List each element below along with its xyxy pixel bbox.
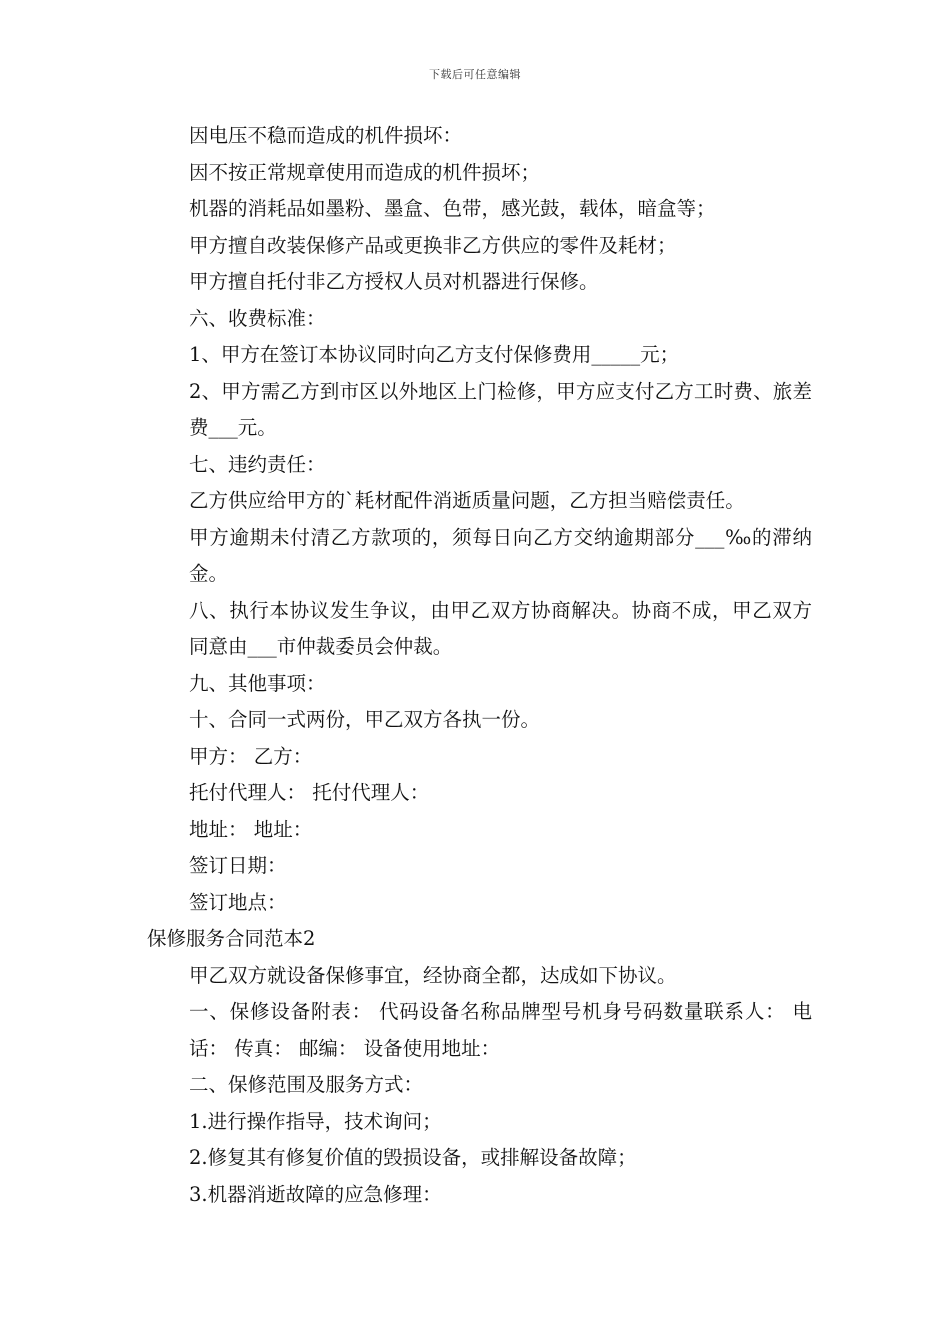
- signature-line: 托付代理人： 托付代理人：: [189, 781, 430, 804]
- paragraph: 1、甲方在签订本协议同时向乙方支付保修费用_____元；: [189, 343, 680, 366]
- signature-line: 甲方： 乙方：: [189, 744, 313, 768]
- signature-line: 地址： 地址：: [189, 817, 313, 841]
- paragraph: 2、甲方需乙方到市区以外地区上门检修，甲方应支付乙方工时费、旅差费___元。: [189, 379, 812, 439]
- paragraph: 八、执行本协议发生争议，由甲乙双方协商解决。协商不成，甲乙双方同意由___市仲裁委员会仲裁。: [189, 598, 812, 658]
- paragraph: 乙方供应给甲方的`耗材配件消逝质量问题，乙方担当赔偿责任。: [189, 489, 745, 512]
- section-heading: 七、违约责任：: [189, 452, 326, 476]
- section-heading: 二、保修范围及服务方式：: [189, 1073, 424, 1096]
- document-body: [147, 118, 812, 1213]
- paragraph: 甲乙双方就设备保修事宜，经协商全都，达成如下协议。: [189, 963, 677, 987]
- section-heading: 九、其他事项：: [189, 671, 326, 695]
- list-item: 1.进行操作指导，技术询问；: [189, 1109, 442, 1133]
- paragraph: 因不按正常规章使用而造成的机件损坏；: [189, 160, 541, 184]
- paragraph: 甲方擅自改装保修产品或更换非乙方供应的零件及耗材；: [189, 233, 677, 257]
- signature-line: 签订日期：: [189, 854, 287, 877]
- document-title: 保修服务合同范本2: [147, 927, 316, 950]
- page-header: 下载后可任意编辑: [429, 68, 521, 81]
- list-item: 2.修复其有修复价值的毁损设备，或排解设备故障；: [189, 1146, 637, 1169]
- list-item: 3.机器消逝故障的应急修理：: [189, 1182, 442, 1206]
- paragraph: 一、保修设备附表： 代码设备名称品牌型号机身号码数量联系人： 电话： 传真： 邮编： 设备使用地址：: [189, 1000, 812, 1060]
- signature-line: 签订地点：: [189, 890, 287, 914]
- section-heading: 六、收费标准：: [189, 306, 326, 330]
- paragraph: 甲方擅自托付非乙方授权人员对机器进行保修。: [189, 270, 599, 293]
- paragraph: 因电压不稳而造成的机件损坏：: [189, 124, 463, 147]
- paragraph: 甲方逾期未付清乙方款项的，须每日向乙方交纳逾期部分___‰的滞纳金。: [189, 525, 812, 585]
- paragraph: 十、合同一式两份，甲乙双方各执一份。: [189, 708, 541, 731]
- paragraph: 机器的消耗品如墨粉、墨盒、色带，感光鼓，载体，暗盒等；: [189, 197, 716, 220]
